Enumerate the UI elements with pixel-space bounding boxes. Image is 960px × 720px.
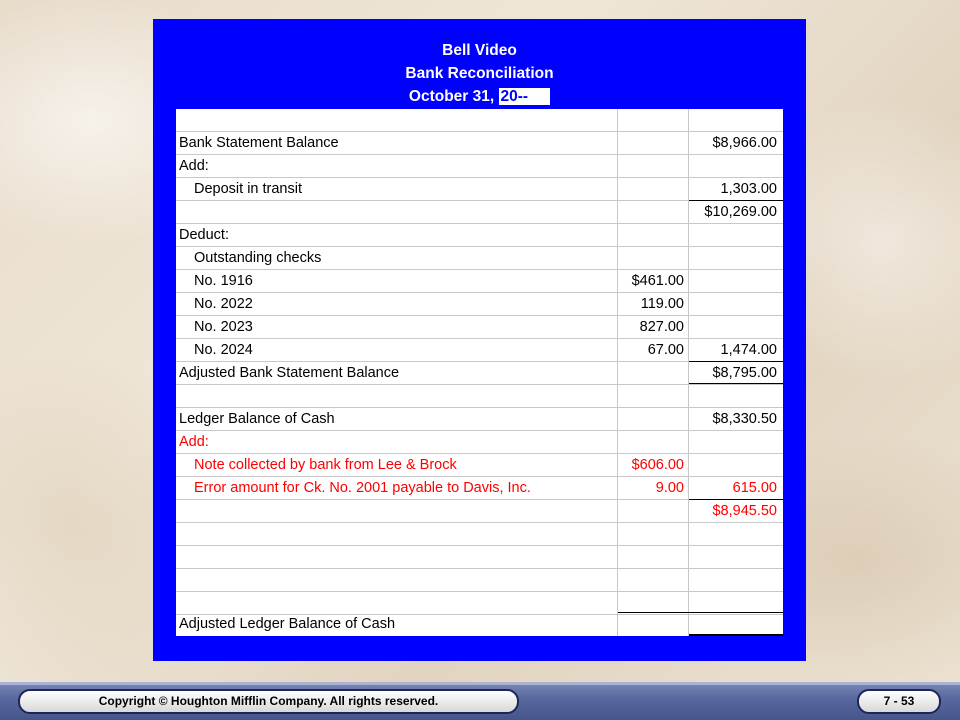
row-mid-amount [618,247,689,270]
reconciliation-sheet [176,109,783,636]
report-date-prefix: October 31, [408,88,495,105]
subtotal-rule [689,361,783,362]
row-mid-amount [618,431,689,454]
row-right-amount [689,224,783,247]
row-mid-amount [618,408,689,431]
row-right-amount: 615.00 [732,480,777,496]
table-row [176,224,783,247]
table-row [176,454,783,477]
row-right-amount: $8,795.00 [712,365,777,381]
row-label: Error amount for Ck. No. 2001 payable to Davis, Inc. [176,477,618,500]
row-mid-amount [618,569,689,592]
table-row [176,201,783,224]
row-label: Deposit in transit [176,178,618,201]
row-right-amount [689,293,783,316]
table-row [176,178,783,201]
subtotal-rule [618,612,783,613]
row-mid-amount [618,613,689,636]
row-label: Ledger Balance of Cash [176,408,618,431]
row-label: Outstanding checks [176,247,618,270]
row-mid-amount [618,362,689,385]
table-row [176,270,783,293]
row-label: No. 2022 [176,293,618,316]
row-label: Add: [176,431,618,454]
row-label: Add: [176,155,618,178]
row-mid-amount: 119.00 [618,293,689,316]
row-mid-amount [618,155,689,178]
table-row [176,339,783,362]
table-row [176,477,783,500]
row-right-amount [689,109,783,132]
row-mid-amount: 9.00 [618,477,689,500]
row-label: No. 2023 [176,316,618,339]
row-right-amount [689,270,783,293]
row-label: No. 1916 [176,270,618,293]
table-row [176,362,783,385]
row-mid-amount [618,178,689,201]
table-row [176,316,783,339]
row-right-amount [689,523,783,546]
footer-highlight [0,682,960,685]
page-number: 7 - 53 [857,689,941,714]
row-mid-amount [618,132,689,155]
subtotal-rule [689,499,783,500]
company-name: Bell Video [442,42,517,59]
table-row [176,500,783,523]
row-right-amount: $8,945.50 [712,503,777,519]
row-right-amount: $10,269.00 [704,204,777,220]
row-mid-amount: 827.00 [618,316,689,339]
row-right-amount: $8,966.00 [712,135,777,151]
row-label [176,569,618,592]
row-label [176,109,618,132]
row-right-amount [689,569,783,592]
table-row [176,408,783,431]
row-mid-amount [618,201,689,224]
row-right-amount: 1,303.00 [720,181,777,197]
row-right-amount: 1,474.00 [720,342,777,358]
table-row [176,385,783,408]
row-right-amount [689,613,783,636]
row-mid-amount: $606.00 [618,454,689,477]
row-label [176,385,618,408]
table-row [176,613,783,636]
row-mid-amount [618,500,689,523]
row-label [176,500,618,523]
table-row [176,109,783,132]
table-row [176,431,783,454]
row-label [176,592,618,615]
row-mid-amount [618,224,689,247]
row-right-amount [689,431,783,454]
row-right-amount [689,546,783,569]
table-row [176,132,783,155]
report-date [153,86,806,108]
total-double-rule [689,383,783,384]
report-date-year: 20-- [499,88,551,105]
row-mid-amount: 67.00 [618,339,689,362]
row-label [176,523,618,546]
row-right-amount: $8,330.50 [712,411,777,427]
subtotal-rule [689,200,783,201]
row-label [176,201,618,224]
row-mid-amount: $461.00 [618,270,689,293]
report-title: Bank Reconciliation [405,65,554,82]
table-row [176,155,783,178]
row-right-amount [689,247,783,270]
table-row [176,293,783,316]
row-label: No. 2024 [176,339,618,362]
table-row [176,569,783,592]
row-mid-amount [618,546,689,569]
row-label: Note collected by bank from Lee & Brock [176,454,618,477]
row-label: Deduct: [176,224,618,247]
table-row [176,546,783,569]
row-mid-amount [618,523,689,546]
row-mid-amount [618,385,689,408]
row-label: Bank Statement Balance [176,132,618,155]
table-row [176,247,783,270]
row-label [176,546,618,569]
table-row [176,523,783,546]
total-double-rule [689,634,783,636]
row-mid-amount [618,109,689,132]
row-label: Adjusted Ledger Balance of Cash [176,613,618,636]
row-right-amount [689,155,783,178]
row-right-amount [689,316,783,339]
copyright-label: Copyright © Houghton Mifflin Company. All rights reserved. [18,689,519,714]
row-label: Adjusted Bank Statement Balance [176,362,618,385]
row-right-amount [689,385,783,408]
row-right-amount [689,454,783,477]
